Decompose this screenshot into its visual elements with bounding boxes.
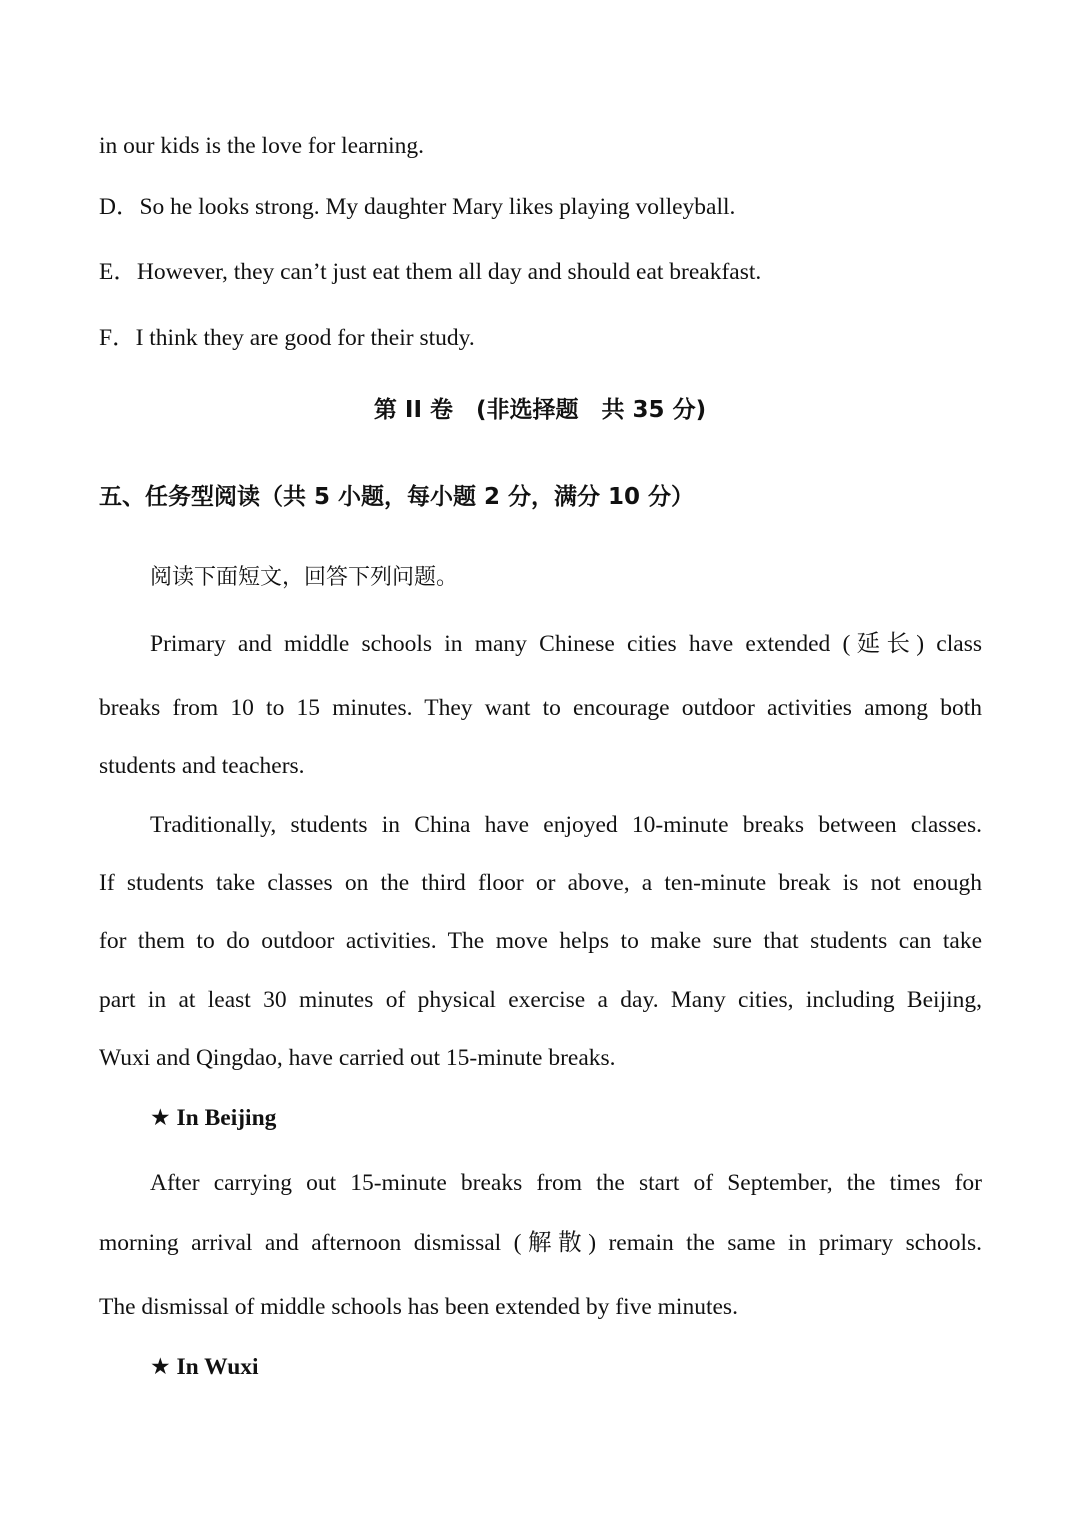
option-f — [99, 323, 982, 353]
paragraph2-line2: If students take classes on the third floor or above, a ten-minute break is not enough — [99, 870, 982, 896]
beijing-line3: The dismissal of middle schools has been extended by five minutes. — [99, 1294, 738, 1320]
option-text: I think they are good for their study. — [135, 325, 475, 351]
paragraph2-line5: Wuxi and Qingdao, have carried out 15-minute breaks. — [99, 1045, 616, 1071]
subheading-beijing — [150, 1103, 982, 1133]
reading-instruction: 阅读下面短文，回答下列问题。 — [150, 565, 459, 590]
subheading-label: In Beijing — [176, 1105, 277, 1131]
paragraph2-line1: Traditionally, students in China have enjoyed 10-minute breaks between classes. — [150, 812, 982, 838]
part-heading: 五、任务型阅读（共 5 小题，每小题 2 分，满分 10 分） — [99, 484, 695, 510]
option-d — [99, 192, 982, 222]
option-letter: D． — [99, 194, 140, 220]
paragraph2-line4: part in at least 30 minutes of physical exercise a day. Many cities, including Beijing, — [99, 987, 982, 1013]
option-letter: F． — [99, 325, 136, 351]
option-text: So he looks strong. My daughter Mary likes playing volleyball. — [139, 194, 736, 220]
section-title: 第 II 卷 (非选择题 共 35 分) — [373, 397, 707, 423]
option-c-continued: in our kids is the love for learning. — [99, 133, 425, 159]
paragraph1-line1: Primary and middle schools in many Chinese cities have extended (延长) class — [150, 631, 982, 657]
star-icon: ★ — [150, 1105, 171, 1131]
paragraph1-line2: breaks from 10 to 15 minutes. They want to encourage outdoor activities among both — [99, 695, 982, 721]
subheading-wuxi — [150, 1352, 982, 1382]
beijing-line2: morning arrival and afternoon dismissal (解散) remain the same in primary schools. — [99, 1230, 982, 1256]
option-text: However, they can’t just eat them all day and should eat breakfast. — [136, 259, 762, 285]
option-e — [99, 257, 982, 287]
option-letter: E． — [99, 259, 137, 285]
beijing-line1: After carrying out 15-minute breaks from the start of September, the times for — [150, 1170, 982, 1196]
subheading-label: In Wuxi — [176, 1354, 259, 1380]
paragraph2-line3: for them to do outdoor activities. The move helps to make sure that students can take — [99, 928, 982, 954]
star-icon: ★ — [150, 1354, 171, 1380]
paragraph1-line3: students and teachers. — [99, 753, 305, 779]
